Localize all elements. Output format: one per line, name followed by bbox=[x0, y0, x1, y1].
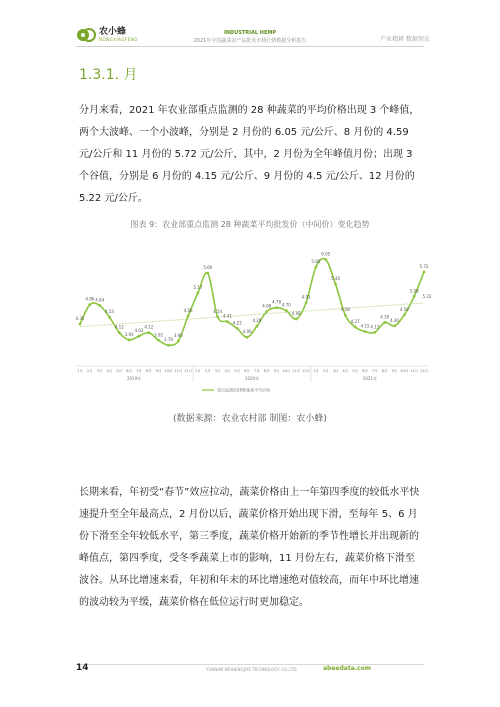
data-point bbox=[197, 291, 200, 294]
x-tick-label: 3月 bbox=[214, 369, 221, 373]
data-label: 5.85 bbox=[311, 259, 321, 265]
x-tick-label: 10月 bbox=[164, 369, 173, 373]
data-label: 5.08 bbox=[409, 288, 419, 294]
x-tick-label: 9月 bbox=[391, 369, 398, 373]
data-point bbox=[265, 310, 268, 313]
x-tick-label: 4月 bbox=[106, 369, 113, 373]
legend-label: 重点监测的28种蔬菜平均价格 bbox=[217, 387, 271, 393]
data-label: 4.68 bbox=[262, 303, 272, 309]
website-link[interactable]: abeedata.com bbox=[323, 665, 371, 672]
x-tick-label: 8月 bbox=[145, 369, 152, 373]
data-point bbox=[364, 330, 367, 333]
x-tick-label: 2月 bbox=[86, 369, 93, 373]
data-label: 4.41 bbox=[222, 313, 232, 319]
data-point bbox=[216, 315, 219, 318]
data-label: 4.15 bbox=[360, 323, 370, 329]
data-label: 3.92 bbox=[154, 332, 164, 338]
data-label: 4.12 bbox=[114, 324, 124, 330]
x-tick-label: 1月 bbox=[194, 369, 201, 373]
data-label: 4.23 bbox=[232, 320, 242, 326]
data-point bbox=[295, 318, 298, 321]
paragraph-2: 长期来看，年初受“春节”效应拉动，蔬菜价格由上一年第四季度的较低水平快速提升至全年最高点，2 月份以后，蔬菜价格开始出现下滑，至每年 5、6 月份下滑至全年较低水平，第三季度，蔬菜价格开始新的季节性增长并出现新的峰值点，第四季度，受冬季蔬菜上市的影响，11 月份左右，蔬菜价格下滑至波谷。从环比增速来看，年初和年末的环比增速绝对值较高，而年中环比增速的波动较为平缓，蔬菜价格在低位运行时更加稳定。 bbox=[79, 487, 420, 608]
data-label: 4.03 bbox=[134, 328, 144, 334]
x-group-label: 2019年 bbox=[126, 376, 142, 381]
data-label: 4.13 bbox=[370, 324, 380, 330]
data-label: 4.84 bbox=[95, 297, 105, 303]
header-divider bbox=[76, 46, 424, 47]
data-label: 4.48 bbox=[291, 311, 301, 317]
data-point bbox=[118, 331, 121, 334]
data-label: 4.56 bbox=[183, 308, 193, 313]
x-tick-label: 9月 bbox=[273, 369, 280, 373]
x-tick-label: 6月 bbox=[244, 369, 251, 373]
data-label: 5.40 bbox=[331, 276, 340, 282]
x-tick-label: 11月 bbox=[292, 369, 301, 373]
data-label: 4.91 bbox=[301, 294, 311, 300]
data-point bbox=[138, 335, 141, 338]
x-tick-label: 8月 bbox=[263, 369, 270, 373]
section-title: 1.3.1. 月 bbox=[79, 67, 138, 83]
footer-divider bbox=[76, 664, 424, 665]
page-number: 14 bbox=[76, 663, 89, 673]
data-point bbox=[383, 321, 386, 324]
x-tick-label: 7月 bbox=[253, 369, 260, 373]
company-name: YUNNAN WEIHENGJIYE TECHNOLOGY CO.,LTD. bbox=[206, 667, 298, 672]
data-point bbox=[305, 301, 308, 304]
data-label: 5.17 bbox=[193, 284, 203, 290]
x-group-label: 2021年 bbox=[362, 376, 378, 381]
data-point bbox=[128, 338, 131, 341]
x-tick-label: 11月 bbox=[174, 369, 183, 373]
x-group-label: 2020年 bbox=[244, 376, 260, 381]
data-label: 4.53 bbox=[105, 309, 114, 315]
data-point bbox=[167, 344, 170, 347]
data-label: 3.79 bbox=[164, 337, 173, 343]
data-source: (数据来源：农业农村部 制图：农小蜂) bbox=[173, 414, 327, 424]
data-point bbox=[285, 309, 288, 312]
data-label: 4.30 bbox=[390, 317, 399, 323]
data-point bbox=[403, 313, 406, 316]
data-label: 5.69 bbox=[203, 265, 213, 271]
paragraph-1: 分月来看，2021 年农业部重点监测的 28 种蔬菜的平均价格出现 3 个峰值，两个大波峰、一个小波峰，分别是 2 月份的 6.05 元/公斤、8 月份的 4.59 元/公斤和 11 月份的 5.72 元/公斤，其中，2 月份为全年峰值月份；出现 3 个谷值，分别是 6 月份的 4.15 元/公斤、9 月份的 4.5 元/公斤、12 月份的 5.22 元/公斤。 bbox=[79, 105, 420, 204]
data-point bbox=[108, 316, 111, 319]
data-point bbox=[147, 331, 150, 334]
x-tick-label: 2月 bbox=[204, 369, 211, 373]
logo-en-text: NONGXIAOFENG bbox=[99, 37, 138, 42]
x-tick-label: 3月 bbox=[96, 369, 103, 373]
x-tick-label: 1月 bbox=[77, 369, 83, 373]
data-point bbox=[246, 336, 249, 339]
data-label: 4.54 bbox=[213, 308, 223, 314]
x-tick-label: 11月 bbox=[410, 369, 419, 373]
data-point bbox=[393, 324, 396, 327]
line-chart bbox=[74, 240, 430, 400]
data-label: 4.29 bbox=[252, 318, 262, 324]
logo-cn-text: 农小蜂 bbox=[99, 27, 127, 37]
x-tick-label: 4月 bbox=[224, 369, 231, 373]
data-label: 4.59 bbox=[399, 306, 409, 312]
x-tick-label: 5月 bbox=[352, 369, 359, 373]
data-point bbox=[88, 303, 91, 306]
data-point bbox=[177, 340, 180, 343]
data-point bbox=[206, 272, 209, 275]
data-point bbox=[275, 306, 278, 309]
x-tick-label: 7月 bbox=[371, 369, 378, 373]
data-label: 3.93 bbox=[124, 331, 134, 337]
header-slogan: 产业精耕 数据智农 bbox=[380, 36, 430, 43]
data-point bbox=[236, 327, 239, 330]
data-point bbox=[423, 271, 426, 274]
data-label: 4.70 bbox=[281, 302, 291, 308]
x-tick-label: 8月 bbox=[381, 369, 388, 373]
data-point bbox=[79, 323, 82, 326]
data-point bbox=[334, 283, 337, 286]
data-point bbox=[354, 326, 357, 329]
data-label: 4.58 bbox=[340, 307, 350, 313]
data-label-extra: 5.22 bbox=[422, 294, 432, 299]
x-tick-label: 12月 bbox=[419, 369, 429, 373]
x-tick-label: 10月 bbox=[282, 369, 291, 373]
x-tick-label: 10月 bbox=[400, 369, 409, 373]
data-label: 4.39 bbox=[380, 314, 390, 320]
page-header bbox=[0, 0, 500, 50]
data-point bbox=[314, 266, 317, 269]
chart-title: 图表 9：农业部重点监测 28 种蔬菜平均批发价（中间价）变化趋势 bbox=[130, 220, 370, 229]
data-point bbox=[157, 339, 160, 342]
report-title-en: INDUSTRIAL HEMP bbox=[223, 30, 276, 36]
data-label: 3.90 bbox=[173, 333, 183, 339]
data-point bbox=[226, 320, 229, 323]
x-tick-label: 12月 bbox=[301, 369, 311, 373]
data-point bbox=[413, 295, 416, 298]
x-tick-label: 5月 bbox=[234, 369, 241, 373]
data-label: 4.12 bbox=[144, 324, 154, 330]
x-tick-label: 3月 bbox=[332, 369, 339, 373]
data-label: 4.86 bbox=[85, 296, 95, 302]
data-point bbox=[187, 315, 190, 318]
data-label: 5.72 bbox=[419, 264, 429, 269]
x-tick-label: 7月 bbox=[136, 369, 142, 373]
x-tick-label: 5月 bbox=[116, 369, 123, 373]
x-tick-label: 6月 bbox=[126, 369, 133, 373]
data-point bbox=[344, 314, 347, 317]
report-title-cn: 2021年全国蔬菜农产品批发市场行情数据分析报告 bbox=[193, 38, 307, 44]
data-point bbox=[98, 304, 101, 307]
data-point bbox=[256, 325, 259, 328]
data-label: 4.00 bbox=[242, 329, 252, 335]
x-tick-label: 12月 bbox=[184, 369, 193, 373]
data-label: 4.27 bbox=[350, 319, 360, 324]
x-tick-label: 4月 bbox=[342, 369, 349, 373]
data-point bbox=[324, 258, 327, 261]
data-label: 4.35 bbox=[75, 315, 85, 321]
x-tick-label: 9月 bbox=[155, 369, 162, 373]
x-tick-label: 6月 bbox=[362, 369, 368, 373]
data-label: 4.78 bbox=[272, 299, 282, 305]
data-label: 6.05 bbox=[321, 251, 331, 257]
x-tick-label: 1月 bbox=[312, 369, 319, 373]
x-tick-label: 2月 bbox=[322, 369, 329, 373]
data-point bbox=[373, 331, 376, 334]
